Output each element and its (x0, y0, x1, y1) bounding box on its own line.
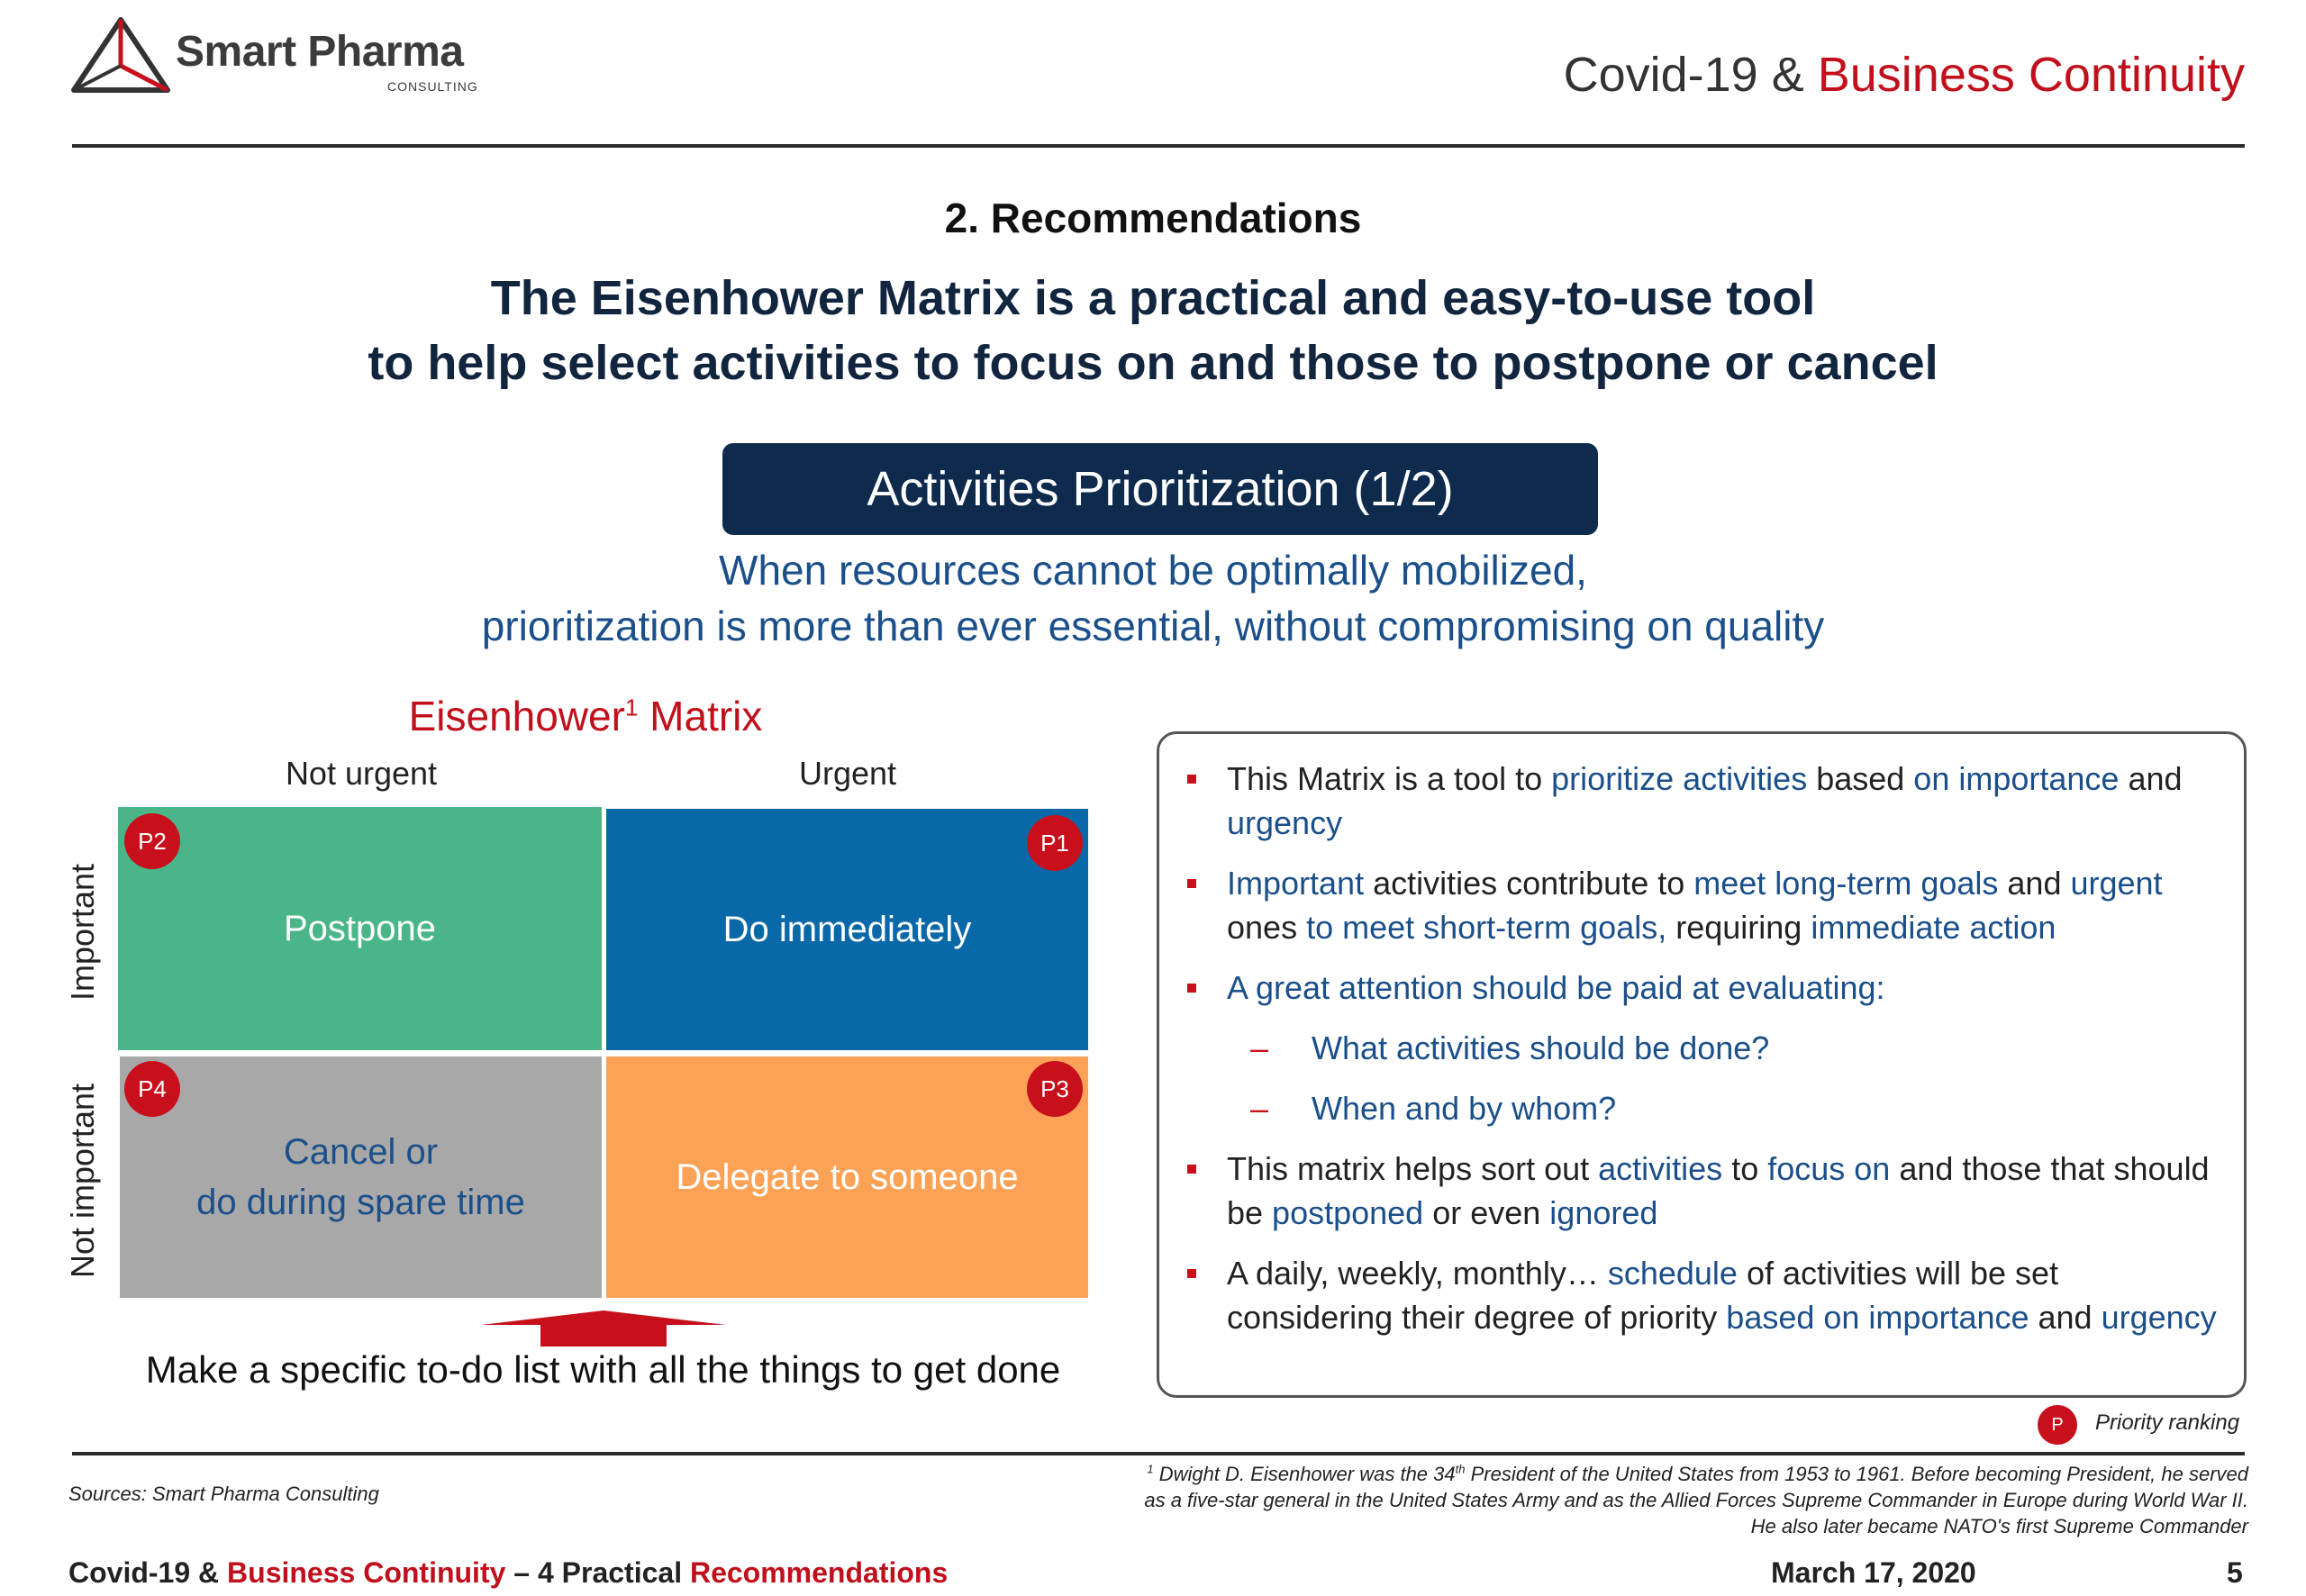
tagline (0, 542, 2306, 654)
bullet-1-text-2: based (1807, 760, 1914, 797)
footer-divider (72, 1452, 2245, 1455)
logo-subtitle: CONSULTING (387, 79, 478, 94)
quadrant-postpone-label: Postpone (283, 909, 437, 948)
column-label-urgent: Urgent (798, 755, 897, 792)
footer-title-part3: – 4 Practical (505, 1556, 690, 1589)
bullet-3-highlight-1: A great attention should be paid at evaluating: (1227, 969, 1885, 1006)
bullet-3 (1187, 966, 2223, 1010)
header-divider (72, 144, 2245, 148)
sub-bullet-1: – What activities should be done? (1187, 1026, 2223, 1070)
footer-title-part4: Recommendations (689, 1556, 949, 1589)
footer-title-part1: Covid-19 & (68, 1556, 228, 1589)
quadrant-postpone (118, 807, 602, 1050)
bullet-5 (1187, 1251, 2223, 1339)
header-title-part1: Covid-19 & (1563, 48, 1818, 102)
footnote-ref: 1 (1147, 1462, 1154, 1476)
bullet-1-highlight-2: on importance (1913, 760, 2120, 797)
bullet-4-highlight-1: activities (1598, 1150, 1723, 1187)
bullet-1-highlight-1: prioritize activities (1551, 760, 1808, 797)
headline-line2: to help select activities to focus on and those to postpone or cancel (368, 336, 1938, 390)
priority-legend-label: Priority ranking (2095, 1410, 2240, 1435)
bullet-4 (1187, 1147, 2223, 1235)
bullet-5-text-3: and (2029, 1299, 2102, 1336)
footer-title-part2: Business Continuity (227, 1556, 506, 1589)
logo-name: Smart Pharma (176, 28, 464, 76)
priority-badge-p3: P3 (1027, 1061, 1083, 1117)
matrix-title (270, 692, 901, 740)
quadrant-delegate (606, 1056, 1088, 1298)
bullet-2-highlight-4: to meet short-term goals, (1306, 909, 1667, 946)
bullet-4-text-4: or even (1423, 1194, 1550, 1231)
tagline-line1: When resources cannot be optimally mobilized, (719, 547, 1587, 594)
bullet-5-highlight-3: urgency (2101, 1299, 2217, 1336)
bullet-4-text-3: and those that should be (1227, 1150, 2210, 1231)
footnote-ordinal: th (1455, 1462, 1466, 1476)
bullet-2-text-2: and (1998, 865, 2071, 902)
bullet-1-text-1: This Matrix is a tool to (1227, 760, 1552, 797)
matrix-title-text: Eisenhower (408, 693, 625, 739)
bullet-2-highlight-1: Important (1227, 865, 1365, 902)
page-number: 5 (2227, 1556, 2243, 1589)
bullet-2-text-3: ones (1227, 909, 1307, 946)
bullet-list (1187, 757, 2223, 1356)
headline-line1: The Eisenhower Matrix is a practical and easy-to-use tool (490, 271, 1816, 325)
header-title-part2: Business Continuity (1817, 48, 2245, 102)
sub-bullet-2: – When and by whom? (1187, 1086, 2223, 1130)
column-label-not-urgent: Not urgent (285, 755, 438, 792)
bullet-2-text-1: activities contribute to (1364, 865, 1694, 902)
section-title: 2. Recommendations (944, 195, 1362, 241)
row-label-important: Important (64, 863, 101, 1002)
priority-badge-p2: P2 (124, 813, 180, 869)
bullet-4-highlight-4: ignored (1549, 1194, 1658, 1231)
bullet-5-highlight-1: schedule (1607, 1255, 1738, 1292)
row-label-not-important: Not important (64, 1083, 101, 1279)
bullet-4-highlight-3: postponed (1272, 1194, 1424, 1231)
matrix-title-footnote-ref: 1 (624, 694, 639, 721)
tagline-line2: prioritization is more than ever essential, without compromising on quality (481, 603, 1825, 649)
footer-title (68, 1556, 948, 1590)
bullet-2-highlight-5: immediate action (1811, 909, 2056, 946)
quadrant-cancel-line2: do during spare time (196, 1183, 525, 1222)
bullet-4-text-2: to (1722, 1150, 1768, 1187)
bullet-1-highlight-3: urgency (1227, 804, 1343, 841)
footnote (1122, 1461, 2248, 1539)
bullet-5-text-2: of activities will be set considering their degree of priority (1227, 1255, 2059, 1336)
quadrant-cancel (120, 1056, 602, 1298)
sources-note: Sources: Smart Pharma Consulting (68, 1483, 379, 1505)
bullet-2-highlight-3: urgent (2070, 865, 2163, 902)
quadrant-cancel-line1: Cancel or (283, 1132, 439, 1172)
bullet-1 (1187, 757, 2223, 845)
up-arrow-icon (481, 1310, 726, 1347)
quadrant-delegate-label: Delegate to someone (676, 1157, 1019, 1197)
bullet-2 (1187, 861, 2223, 949)
bullet-4-highlight-2: focus on (1767, 1150, 1891, 1187)
banner: Activities Prioritization (1/2) (722, 443, 1598, 535)
priority-badge-p1: P1 (1027, 815, 1083, 871)
quadrant-do-immediately (606, 809, 1088, 1050)
bullet-4-text-1: This matrix helps sort out (1227, 1150, 1599, 1187)
header-title (1564, 47, 2245, 103)
priority-legend-badge: P (2038, 1405, 2077, 1445)
quadrant-do-label: Do immediately (722, 910, 972, 949)
headline (0, 266, 2306, 395)
bullet-5-highlight-2: based on importance (1726, 1299, 2029, 1336)
bullet-2-highlight-2: meet long-term goals (1693, 865, 1999, 902)
footnote-text-1: Dwight D. Eisenhower was the 34 (1153, 1463, 1456, 1485)
bullet-5-text-1: A daily, weekly, monthly… (1227, 1255, 1608, 1292)
bullet-2-text-4: requiring (1666, 909, 1811, 946)
footer-date: March 17, 2020 (1771, 1556, 1976, 1589)
priority-badge-p4: P4 (124, 1061, 180, 1117)
matrix-title-end: Matrix (638, 693, 763, 739)
bullet-1-text-3: and (2119, 760, 2183, 797)
todo-caption: Make a specific to-do list with all the things to get done (145, 1348, 1061, 1391)
footnote-text-2: President of the United States from 1953 to 1961. Before becoming President, he served as a five-star general in the United States Army and as the Allied Forces Supreme Commander in Europe during World War II. He also later became NATO's first Supreme Commander (1144, 1463, 2248, 1537)
